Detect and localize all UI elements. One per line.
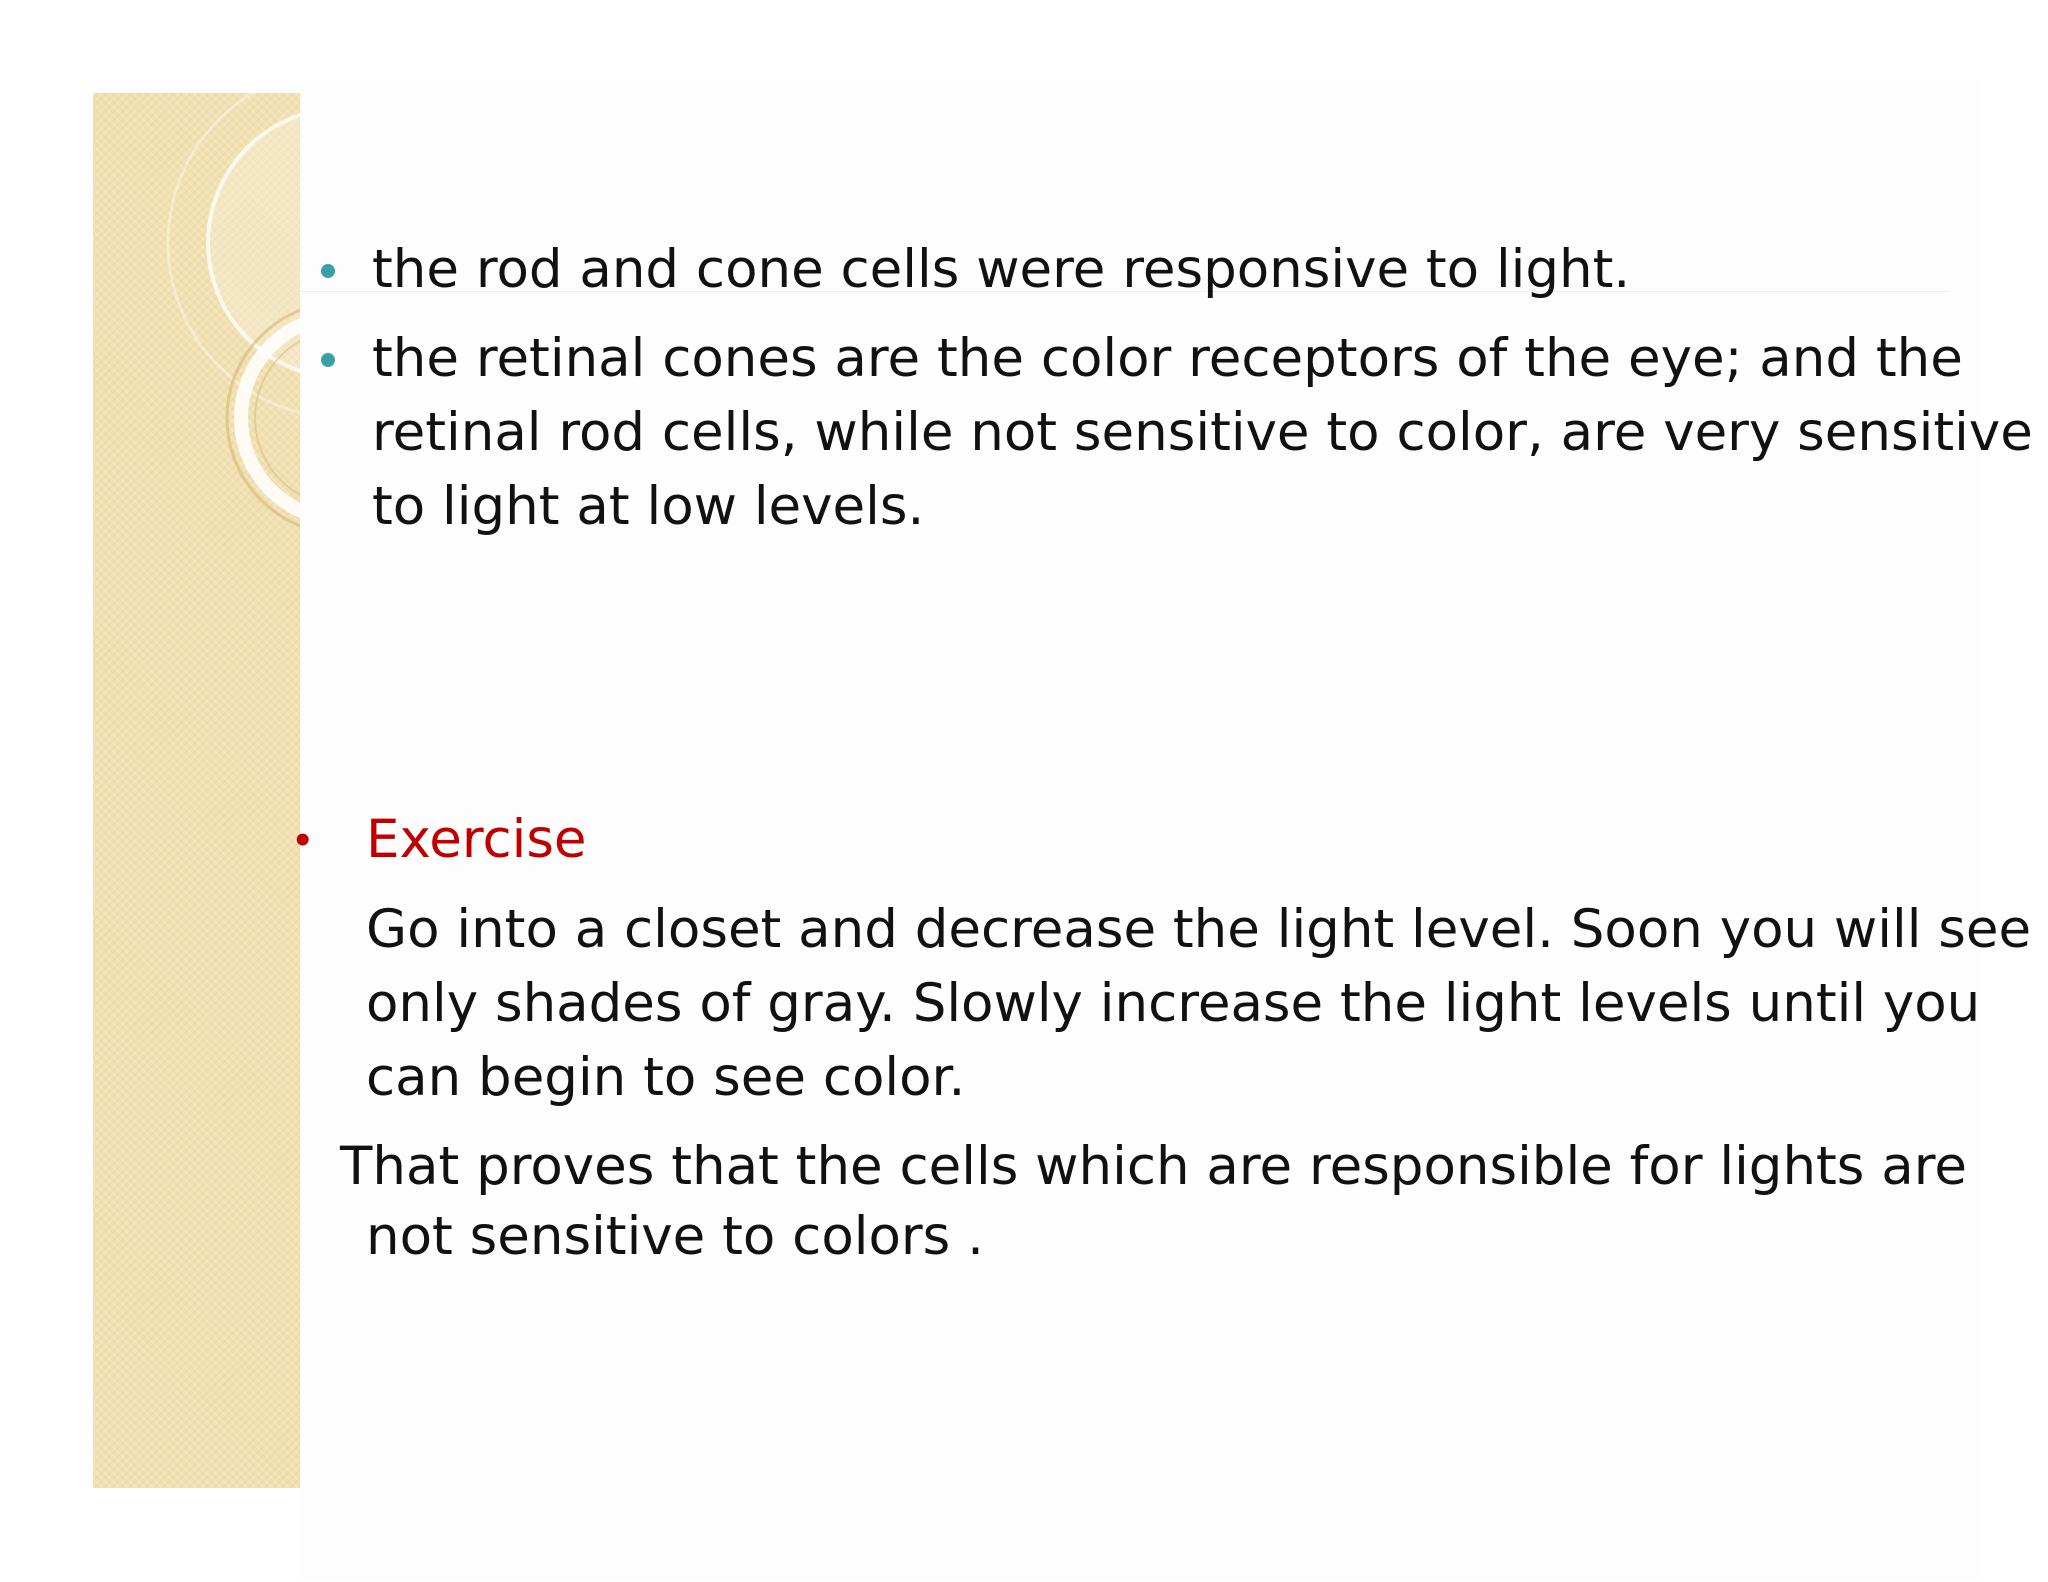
bullet-1-line-1: the rod and cone cells were responsive to light. (372, 239, 1631, 300)
exercise-bullet: • (295, 815, 311, 864)
exercise-body-line-3: can begin to see color. (366, 1047, 966, 1108)
bullet-2-line-2: retinal rod cells, while not sensitive to color, are very sensitive (372, 402, 2033, 463)
exercise-body-line-2: only shades of gray. Slowly increase the light levels until you (366, 973, 1981, 1034)
decorative-sidebar (93, 93, 300, 1488)
exercise-body-line-1: Go into a closet and decrease the light level. Soon you will see (366, 899, 2032, 960)
teal-bullet-icon (321, 353, 335, 367)
decorative-ring-icon (93, 93, 300, 1488)
conclusion-line-1: That proves that the cells which are responsible for lights are (340, 1136, 1967, 1197)
conclusion-line-2: not sensitive to colors . (366, 1206, 984, 1267)
teal-bullet-icon (321, 264, 335, 278)
exercise-heading: Exercise (366, 809, 587, 870)
bullet-2-line-3: to light at low levels. (372, 476, 925, 537)
bullet-2-line-1: the retinal cones are the color receptors of the eye; and the (372, 328, 1963, 389)
